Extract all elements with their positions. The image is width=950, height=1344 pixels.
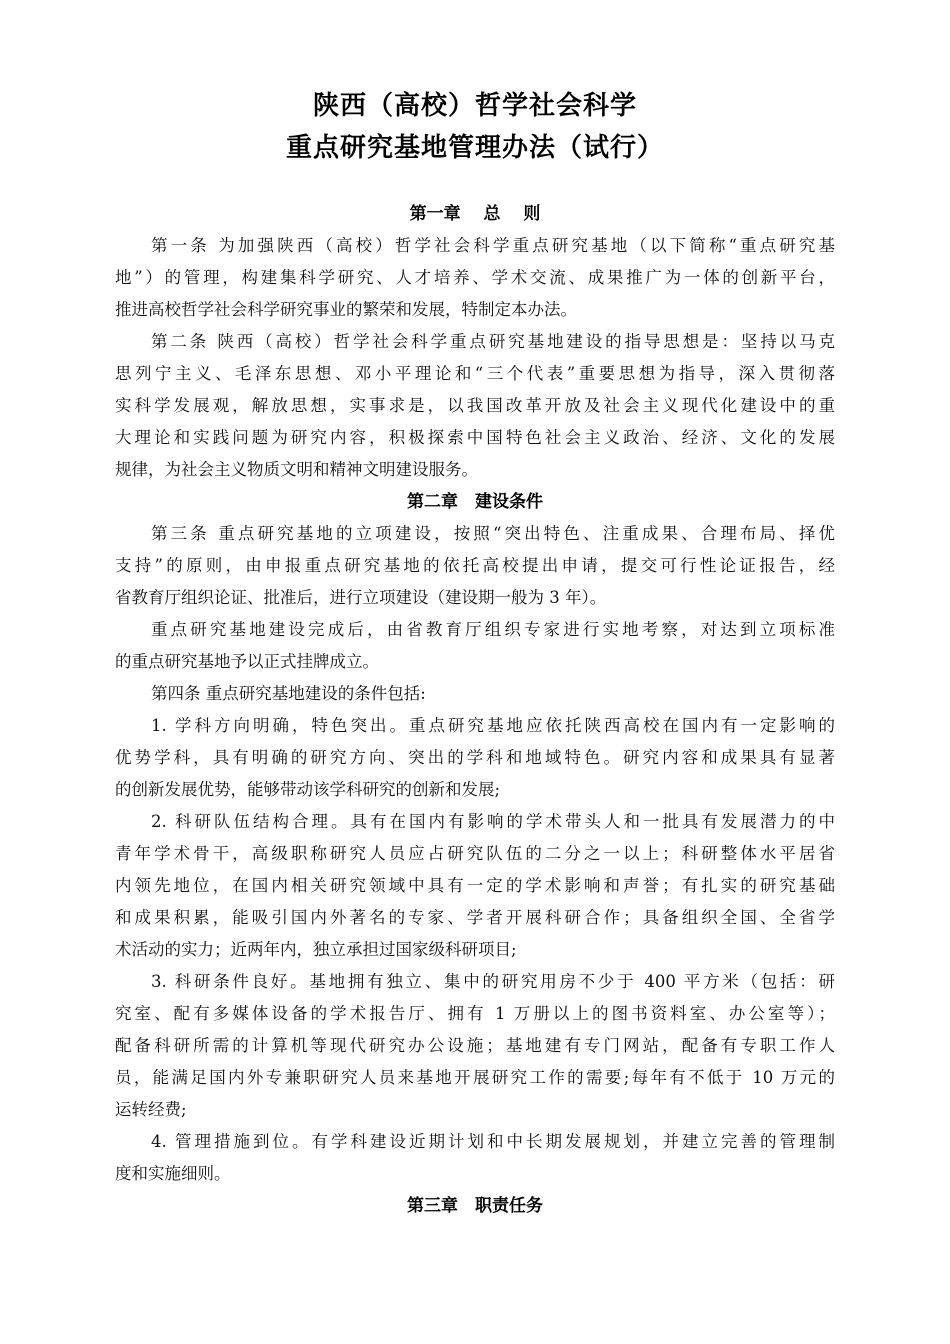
chapter-heading-2: 第二章 建设条件: [407, 492, 543, 512]
paragraph-line: 规律，为社会主义物质文明和精神文明建设服务。: [115, 460, 478, 479]
paragraph-line: 实科学发展观，解放思想，实事求是，以我国改革开放及社会主义现代化建设中的重: [115, 396, 835, 415]
chapter-heading-3: 第三章 职责任务: [407, 1196, 543, 1216]
paragraph-line: 的重点研究基地予以正式挂牌成立。: [115, 652, 379, 671]
paragraph-line: 重点研究基地建设完成后，由省教育厅组织专家进行实地考察，对达到立项标准: [151, 620, 835, 639]
paragraph-line: 地”）的管理，构建集科学研究、人才培养、学术交流、成果推广为一体的创新平台，: [115, 268, 835, 287]
paragraph-line: 运转经费;: [115, 1100, 187, 1119]
paragraph-line: 第二条 陕西（高校）哲学社会科学重点研究基地建设的指导思想是：坚持以马克: [151, 332, 835, 351]
paragraph-line: 的创新发展优势，能够带动该学科研究的创新和发展;: [115, 780, 501, 799]
paragraph-line: 青年学术骨干，高级职称研究人员应占研究队伍的二分之一以上；科研整体水平居省: [115, 844, 835, 863]
paragraph-line: 员，能满足国内外专兼职研究人员来基地开展研究工作的需要;每年有不低于 10 万元的: [115, 1068, 835, 1087]
paragraph-line: 省教育厅组织论证、批准后，进行立项建设（建设期一般为 3 年）。: [115, 588, 607, 607]
paragraph-line: 第一条 为加强陕西（高校）哲学社会科学重点研究基地（以下简称“重点研究基: [151, 236, 835, 255]
paragraph-line: 4. 管理措施到位。有学科建设近期计划和中长期发展规划，并建立完善的管理制: [151, 1132, 835, 1151]
paragraph-line: 内领先地位，在国内相关研究领域中具有一定的学术影响和声誉；有扎实的研究基础: [115, 876, 835, 895]
chapter-heading-1: 第一章 总 则: [409, 204, 541, 224]
paragraph-line: 第三条 重点研究基地的立项建设，按照“突出特色、注重成果、合理布局、择优: [151, 524, 835, 543]
paragraph-line: 和成果积累，能吸引国内外著名的专家、学者开展科研合作；具备组织全国、全省学: [115, 908, 835, 927]
document-title-line2: 重点研究基地管理办法（试行）: [285, 133, 664, 163]
paragraph-line: 支持”的原则，由申报重点研究基地的依托高校提出申请，提交可行性论证报告，经: [115, 556, 835, 575]
paragraph-line: 2. 科研队伍结构合理。具有在国内有影响的学术带头人和一批具有发展潜力的中: [151, 812, 835, 831]
paragraph-line: 大理论和实践问题为研究内容，积极探索中国特色社会主义政治、经济、文化的发展: [115, 428, 835, 447]
paragraph-line: 1. 学科方向明确，特色突出。重点研究基地应依托陕西高校在国内有一定影响的: [151, 716, 835, 735]
paragraph-line: 度和实施细则。: [115, 1164, 231, 1183]
document-title-line1: 陕西（高校）哲学社会科学: [312, 91, 637, 121]
paragraph-line: 推进高校哲学社会科学研究事业的繁荣和发展，特制定本办法。: [115, 300, 577, 319]
paragraph-line: 思列宁主义、毛泽东思想、邓小平理论和“三个代表”重要思想为指导，深入贯彻落: [115, 364, 835, 383]
paragraph-line: 究室、配有多媒体设备的学术报告厅、拥有 1 万册以上的图书资料室、办公室等）；: [115, 1004, 835, 1023]
paragraph-line: 配备科研所需的计算机等现代研究办公设施；基地建有专门网站，配备有专职工作人: [115, 1036, 835, 1055]
paragraph-line: 术活动的实力；近两年内，独立承担过国家级科研项目;: [115, 940, 517, 959]
paragraph-line: 优势学科，具有明确的研究方向、突出的学科和地域特色。研究内容和成果具有显著: [115, 748, 835, 767]
paragraph-line: 3. 科研条件良好。基地拥有独立、集中的研究用房不少于 400 平方米（包括：研: [151, 972, 835, 991]
paragraph-line: 第四条 重点研究基地建设的条件包括:: [151, 684, 426, 703]
